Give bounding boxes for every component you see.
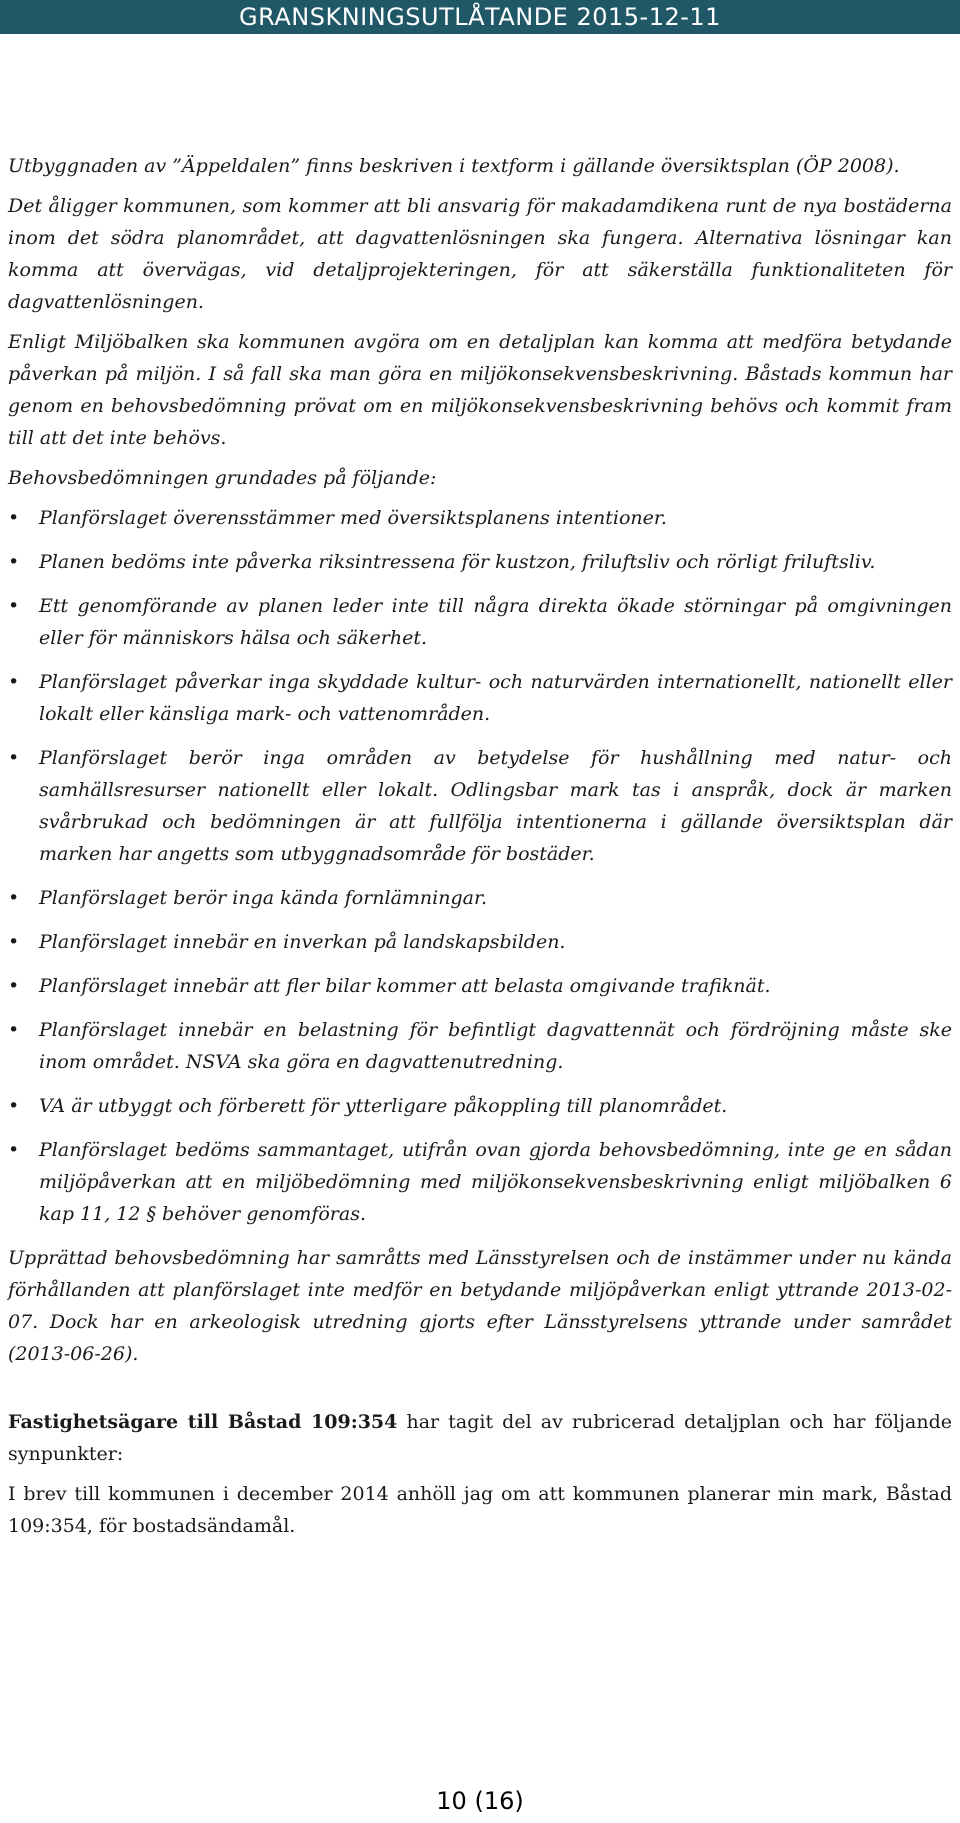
page-number: 10 (16) [436,1787,524,1815]
paragraph-assessment-intro: Behovsbedömningen grundades på följande: [8,467,437,489]
bullet-icon: • [8,931,20,953]
list-item [8,926,952,958]
list-item [8,970,952,1002]
paragraph-county-consultation: Upprättad behovsbedömning har samråtts med Länsstyrelsen och de instämmer under nu kända förhållanden att planförslaget inte medför en betydande miljöpåverkan enligt yttrande 2013-02-07. Dock har en arkeologisk utredning gjorts efter Länsstyrelsens yttrande under samrådet (2013-06-26). [8,1247,952,1365]
list-item-text: Ett genomförande av planen leder inte till några direkta ökade störningar på omgivningen eller för människors hälsa och säkerhet. [39,595,952,649]
list-item [8,1134,952,1230]
list-item-text: Planförslaget innebär att fler bilar kommer att belasta omgivande trafiknät. [39,975,771,997]
list-item-text: Planförslaget berör inga kända fornlämningar. [39,887,488,909]
bullet-icon: • [8,1139,20,1161]
paragraph-owner-letter: I brev till kommunen i december 2014 anhöll jag om att kommunen planerar min mark, Båstad 109:354, för bostadsändamål. [8,1483,952,1537]
owner-heading: Fastighetsägare till Båstad 109:354 [8,1411,398,1433]
list-item [8,666,952,730]
list-item-text: VA är utbyggt och förberett för ytterligare påkoppling till planområdet. [39,1095,728,1117]
list-item-text: Planförslaget påverkar inga skyddade kultur- och naturvärden internationellt, nationellt eller lokalt eller känsliga mark- och vattenområden. [39,671,952,725]
list-item [8,1090,952,1122]
bullet-icon: • [8,1095,20,1117]
bullet-icon: • [8,551,20,573]
bullet-icon: • [8,1019,20,1041]
section-spacer [8,1378,952,1406]
list-item-text: Planförslaget bedöms sammantaget, utifrån ovan gjorda behovsbedömning, inte ge en sådan miljöpåverkan att en miljöbedömning med miljökonsekvensbeskrivning enligt miljöbalken 6 kap 11, 12 § behöver genomföras. [39,1139,952,1225]
owner-heading-rest: har tagit del av rubricerad detaljplan och har följande synpunkter: [8,1411,952,1465]
list-item [8,742,952,870]
paragraph-op-2008: Utbyggnaden av ”Äppeldalen” finns beskriven i textform i gällande översiktsplan (ÖP 2008). [8,155,900,177]
paragraph-stormwater: Det åligger kommunen, som kommer att bli ansvarig för makadamdikena runt de nya bostäderna inom det södra planområdet, att dagvattenlösningen ska fungera. Alternativa lösningar kan komma att övervägas, vid detaljprojekteringen, för att säkerställa funktionaliteten för dagvattenlösningen. [8,195,952,313]
header-title: GRANSKNINGSUTLÅTANDE 2015-12-11 [239,3,721,31]
list-item-text: Planförslaget berör inga områden av betydelse för hushållning med natur- och samhällsresurser nationellt eller lokalt. Odlingsbar mark tas i anspråk, dock är marken svårbrukad och bedömningen är att fullfölja intentionerna i gällande översiktsplan där marken har angetts som utbyggnadsområde för bostäder. [39,747,952,865]
paragraph-owner-intro [8,1406,952,1470]
bullet-icon: • [8,975,20,997]
list-item-text: Planförslaget innebär en inverkan på landskapsbilden. [39,931,566,953]
list-item [8,882,952,914]
list-item-text: Planen bedöms inte påverka riksintressena för kustzon, friluftsliv och rörligt friluftsliv. [39,551,876,573]
assessment-list [8,502,952,1230]
page-header [0,0,960,34]
list-item [8,502,952,534]
bullet-icon: • [8,595,20,617]
list-item [8,1014,952,1078]
list-item [8,546,952,578]
paragraph-environmental-code: Enligt Miljöbalken ska kommunen avgöra om en detaljplan kan komma att medföra betydande påverkan på miljön. I så fall ska man göra en miljökonsekvensbeskrivning. Båstads kommun har genom en behovsbedömning prövat om en miljökonsekvensbeskrivning behövs och kommit fram till att det inte behövs. [8,331,952,449]
list-item [8,590,952,654]
bullet-icon: • [8,747,20,769]
bullet-icon: • [8,671,20,693]
bullet-icon: • [8,507,20,529]
bullet-icon: • [8,887,20,909]
document-body [8,150,952,1550]
list-item-text: Planförslaget innebär en belastning för befintligt dagvattennät och fördröjning måste ske inom området. NSVA ska göra en dagvattenutredning. [39,1019,952,1073]
list-item-text: Planförslaget överensstämmer med översiktsplanens intentioner. [39,507,667,529]
